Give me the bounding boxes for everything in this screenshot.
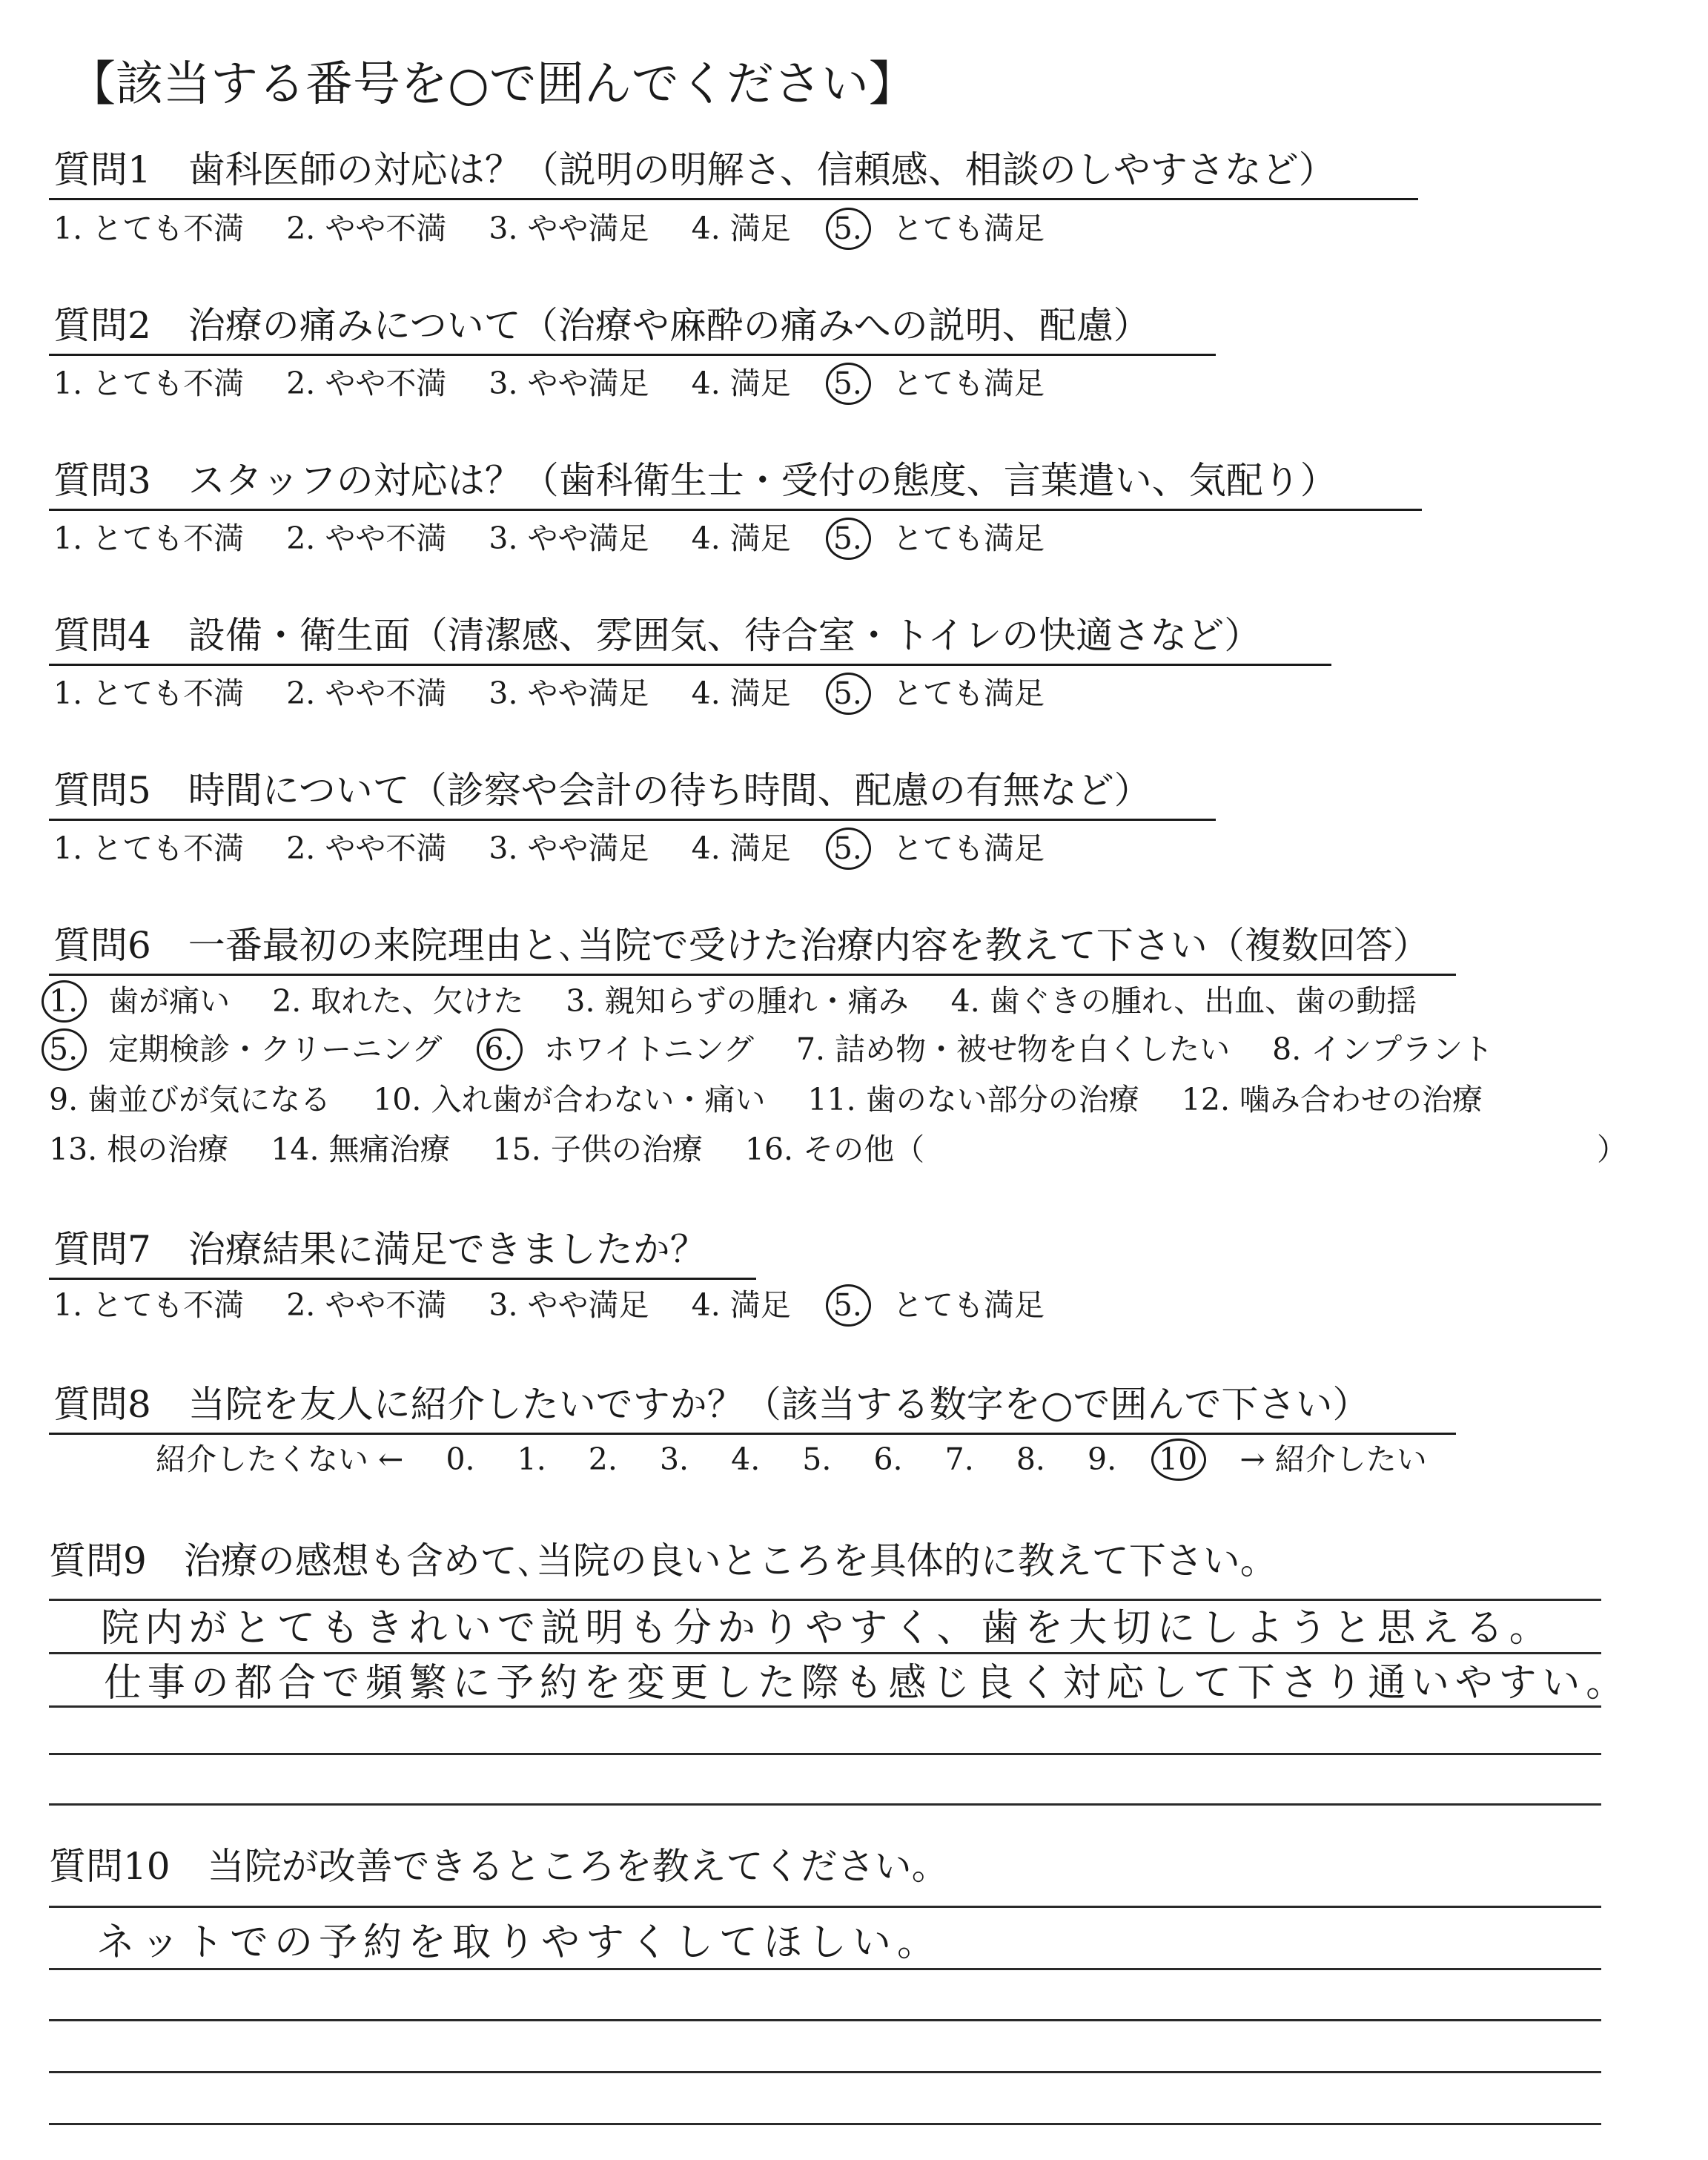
question-1-underline bbox=[49, 198, 1418, 200]
option-5-label: とても満足 bbox=[892, 830, 1045, 866]
option-5-circled[interactable]: 5. bbox=[833, 1287, 862, 1323]
q6-option-2[interactable]: 2. 取れた、欠けた bbox=[272, 983, 524, 1019]
option-3[interactable]: 3. やや満足 bbox=[489, 830, 649, 866]
question-6-row-3 bbox=[49, 1082, 1483, 1117]
q9-answer-line-1: 院内がとてもきれいで説明も分かりやすく、歯を大切にしようと思える。 bbox=[101, 1606, 1554, 1651]
q6-option-3[interactable]: 3. 親知らずの腫れ・痛み bbox=[566, 983, 909, 1019]
question-8-heading: 質問8 当院を友人に紹介したいですか？（該当する数字を○で囲んで下さい） bbox=[53, 1383, 1370, 1426]
option-5-circled[interactable]: 5. bbox=[833, 676, 862, 711]
answer-line bbox=[49, 1968, 1601, 1970]
option-4[interactable]: 4. 満足 bbox=[691, 521, 791, 556]
question-6-row-1 bbox=[49, 983, 1417, 1019]
option-2[interactable]: 2. やや不満 bbox=[286, 676, 447, 711]
q6-option-6-circled[interactable]: 6. bbox=[484, 1031, 514, 1067]
answer-line bbox=[49, 1705, 1601, 1708]
q6-option-1-label: 歯が痛い bbox=[108, 983, 231, 1019]
form-title: 【該当する番号を○で囲んでください】 bbox=[68, 57, 916, 112]
option-2[interactable]: 2. やや不満 bbox=[286, 211, 447, 246]
option-4[interactable]: 4. 満足 bbox=[691, 676, 791, 711]
option-5-circled[interactable]: 5. bbox=[833, 830, 862, 866]
question-7-options bbox=[53, 1287, 1045, 1323]
answer-line bbox=[49, 1599, 1601, 1601]
q6-option-8[interactable]: 8. インプラント bbox=[1272, 1031, 1494, 1067]
question-6-row-4 bbox=[49, 1132, 925, 1167]
scale-3[interactable]: 3. bbox=[659, 1441, 689, 1477]
option-3[interactable]: 3. やや満足 bbox=[489, 366, 649, 401]
question-1-options bbox=[53, 211, 1045, 246]
option-2[interactable]: 2. やや不満 bbox=[286, 521, 447, 556]
answer-line bbox=[49, 1753, 1601, 1755]
q6-option-1-circled[interactable]: 1. bbox=[49, 983, 79, 1019]
question-5-underline bbox=[49, 819, 1216, 821]
question-3-underline bbox=[49, 509, 1422, 511]
q6-option-15[interactable]: 15. 子供の治療 bbox=[492, 1132, 703, 1167]
option-5-circled[interactable]: 5. bbox=[833, 521, 862, 556]
option-1[interactable]: 1. とても不満 bbox=[53, 676, 245, 711]
answer-line bbox=[49, 2123, 1601, 2125]
question-6-heading: 質問6 一番最初の来院理由と､当院で受けた治療内容を教えて下さい（複数回答） bbox=[53, 924, 1430, 967]
option-5-label: とても満足 bbox=[892, 1287, 1045, 1323]
q10-answer-line-1: ネットでの予約を取りやすくしてほしい。 bbox=[96, 1920, 942, 1965]
question-5-heading: 質問5 時間について（診察や会計の待ち時間、配慮の有無など） bbox=[53, 769, 1151, 812]
option-1[interactable]: 1. とても不満 bbox=[53, 830, 245, 866]
question-3-heading: 質問3 スタッフの対応は？（歯科衛生士・受付の態度、言葉遣い、気配り） bbox=[53, 459, 1337, 502]
option-1[interactable]: 1. とても不満 bbox=[53, 1287, 245, 1323]
option-4[interactable]: 4. 満足 bbox=[691, 1287, 791, 1323]
option-5-label: とても満足 bbox=[892, 211, 1045, 246]
scale-9[interactable]: 9. bbox=[1087, 1441, 1117, 1477]
option-2[interactable]: 2. やや不満 bbox=[286, 1287, 447, 1323]
option-4[interactable]: 4. 満足 bbox=[691, 366, 791, 401]
question-6-underline bbox=[49, 974, 1456, 976]
option-4[interactable]: 4. 満足 bbox=[691, 211, 791, 246]
q6-option-4[interactable]: 4. 歯ぐきの腫れ、出血、歯の動揺 bbox=[950, 983, 1417, 1019]
question-2-heading: 質問2 治療の痛みについて（治療や麻酔の痛みへの説明、配慮） bbox=[53, 304, 1151, 347]
q6-option-7[interactable]: 7. 詰め物・被せ物を白くしたい bbox=[795, 1031, 1231, 1067]
option-5-label: とても満足 bbox=[892, 521, 1045, 556]
question-9-heading: 質問9 治療の感想も含めて､当院の良いところを具体的に教えて下さい。 bbox=[49, 1539, 1277, 1582]
option-2[interactable]: 2. やや不満 bbox=[286, 366, 447, 401]
question-6-row-2 bbox=[49, 1031, 1494, 1067]
scale-10-circled[interactable]: 10 bbox=[1159, 1441, 1198, 1477]
question-8-underline bbox=[49, 1433, 1456, 1435]
option-5-circled[interactable]: 5. bbox=[833, 211, 862, 246]
question-7-underline bbox=[49, 1278, 756, 1280]
option-2[interactable]: 2. やや不満 bbox=[286, 830, 447, 866]
q6-option-12[interactable]: 12. 噛み合わせの治療 bbox=[1181, 1082, 1483, 1117]
question-4-heading: 質問4 設備・衛生面（清潔感、雰囲気、待合室・トイレの快適さなど） bbox=[53, 614, 1262, 657]
question-1-heading: 質問1 歯科医師の対応は？（説明の明解さ、信頼感、相談のしやすさなど） bbox=[53, 148, 1336, 191]
question-5-options bbox=[53, 830, 1045, 866]
q6-option-5-label: 定期検診・クリーニング bbox=[108, 1031, 443, 1067]
q9-answer-line-2: 仕事の都合で頻繁に予約を変更した際も感じ良く対応して下さり通いやすい。 bbox=[104, 1661, 1630, 1705]
scale-2[interactable]: 2. bbox=[588, 1441, 618, 1477]
option-5-circled[interactable]: 5. bbox=[833, 366, 862, 401]
scale-1[interactable]: 1. bbox=[517, 1441, 546, 1477]
q6-option-6-label: ホワイトニング bbox=[543, 1031, 754, 1067]
scale-8[interactable]: 8. bbox=[1016, 1441, 1045, 1477]
option-1[interactable]: 1. とても不満 bbox=[53, 211, 245, 246]
scale-5[interactable]: 5. bbox=[802, 1441, 832, 1477]
scale-6[interactable]: 6. bbox=[873, 1441, 903, 1477]
question-10-heading: 質問10 当院が改善できるところを教えてください。 bbox=[49, 1845, 949, 1888]
question-2-options bbox=[53, 366, 1045, 401]
q6-option-14[interactable]: 14. 無痛治療 bbox=[271, 1132, 451, 1167]
answer-line bbox=[49, 1803, 1601, 1806]
option-5-label: とても満足 bbox=[892, 366, 1045, 401]
question-8-scale bbox=[156, 1441, 1427, 1477]
q6-option-5-circled[interactable]: 5. bbox=[49, 1031, 79, 1067]
scale-4[interactable]: 4. bbox=[731, 1441, 761, 1477]
q6-option-9[interactable]: 9. 歯並びが気になる bbox=[49, 1082, 331, 1117]
answer-line bbox=[49, 1652, 1601, 1654]
scale-right-label: → 紹介したい bbox=[1239, 1441, 1427, 1477]
question-4-underline bbox=[49, 664, 1331, 666]
question-7-heading: 質問7 治療結果に満足できましたか？ bbox=[53, 1228, 707, 1271]
question-2-underline bbox=[49, 354, 1216, 356]
option-3[interactable]: 3. やや満足 bbox=[489, 211, 649, 246]
option-3[interactable]: 3. やや満足 bbox=[489, 1287, 649, 1323]
option-1[interactable]: 1. とても不満 bbox=[53, 366, 245, 401]
answer-line bbox=[49, 2071, 1601, 2073]
q6-option-16[interactable]: 16. その他（ bbox=[744, 1132, 925, 1167]
answer-line bbox=[49, 2019, 1601, 2021]
option-5-label: とても満足 bbox=[892, 676, 1045, 711]
option-1[interactable]: 1. とても不満 bbox=[53, 521, 245, 556]
question-3-options bbox=[53, 521, 1045, 556]
q6-option-11[interactable]: 11. 歯のない部分の治療 bbox=[807, 1082, 1139, 1117]
q6-option-10[interactable]: 10. 入れ歯が合わない・痛い bbox=[373, 1082, 766, 1117]
option-3[interactable]: 3. やや満足 bbox=[489, 521, 649, 556]
scale-left-label: 紹介したくない ← bbox=[156, 1441, 404, 1477]
option-3[interactable]: 3. やや満足 bbox=[489, 676, 649, 711]
scale-0[interactable]: 0. bbox=[446, 1441, 475, 1477]
q6-option-13[interactable]: 13. 根の治療 bbox=[49, 1132, 229, 1167]
scale-7[interactable]: 7. bbox=[944, 1441, 974, 1477]
question-4-options bbox=[53, 678, 1045, 709]
option-4[interactable]: 4. 満足 bbox=[691, 830, 791, 866]
answer-line bbox=[49, 1906, 1601, 1908]
q6-other-close-paren: ） bbox=[1597, 1132, 1627, 1167]
